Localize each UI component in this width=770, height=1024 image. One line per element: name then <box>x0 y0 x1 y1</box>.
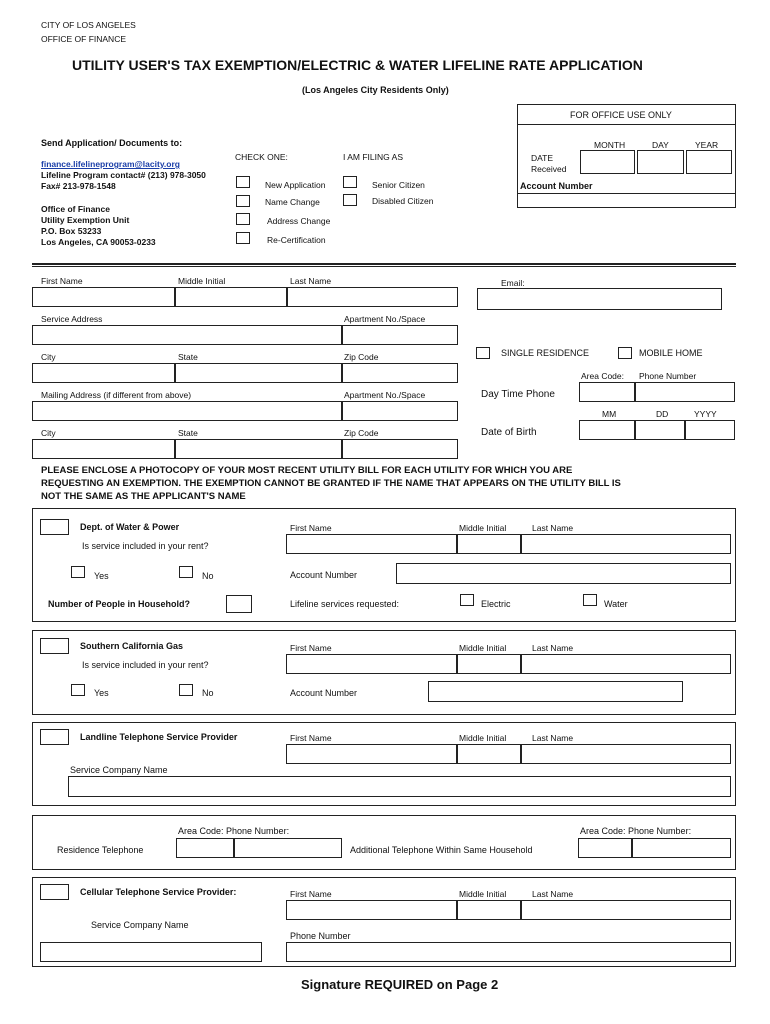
gas-middle-initial-input[interactable] <box>457 654 521 674</box>
landline-company-input[interactable] <box>68 776 731 797</box>
gas-title: Southern California Gas <box>80 641 184 651</box>
state-label: State <box>178 352 198 362</box>
notice-line-1: PLEASE ENCLOSE A PHOTOCOPY OF YOUR MOST RECENT UTILITY BILL FOR EACH UTILITY FOR WHICH YOU ARE <box>41 465 573 476</box>
state-input[interactable] <box>175 363 342 383</box>
dob-month-input[interactable] <box>579 420 635 440</box>
landline-first-name-input[interactable] <box>286 744 457 764</box>
address-line-1: Office of Finance <box>41 204 110 214</box>
check-one-label: CHECK ONE: <box>235 152 288 162</box>
cellular-last-name-input[interactable] <box>521 900 731 920</box>
day-phone-number-input[interactable] <box>635 382 735 402</box>
dwp-no-checkbox[interactable] <box>179 566 193 578</box>
landline-first-name-label: First Name <box>290 733 332 743</box>
zip-label: Zip Code <box>344 352 379 362</box>
dwp-first-name-label: First Name <box>290 523 332 533</box>
disabled-citizen-checkbox[interactable] <box>343 194 357 206</box>
gas-no-label: No <box>202 688 214 698</box>
mailing-state-label: State <box>178 428 198 438</box>
cellular-title: Cellular Telephone Service Provider: <box>80 887 237 897</box>
email-label: Email: <box>501 278 525 288</box>
office-year-input[interactable] <box>686 150 732 174</box>
filing-as-label: I AM FILING AS <box>343 152 403 162</box>
account-number-label: Account Number <box>520 181 593 191</box>
email-link[interactable]: finance.lifelineprogram@lacity.org <box>41 159 180 169</box>
service-address-input[interactable] <box>32 325 342 345</box>
lifeline-contact: Lifeline Program contact# (213) 978-3050 <box>41 170 206 180</box>
city-label: City <box>41 352 56 362</box>
address-change-label: Address Change <box>267 216 331 226</box>
landline-middle-initial-label: Middle Initial <box>459 733 507 743</box>
gas-yes-checkbox[interactable] <box>71 684 85 696</box>
water-label: Water <box>604 599 628 609</box>
dwp-first-name-input[interactable] <box>286 534 457 554</box>
address-line-3: P.O. Box 53233 <box>41 226 102 236</box>
gas-last-name-input[interactable] <box>521 654 731 674</box>
notice-line-2: REQUESTING AN EXEMPTION. THE EXEMPTION CANNOT BE GRANTED IF THE NAME THAT APPEARS ON THE UTILITY BILL IS <box>41 478 621 489</box>
cellular-phone-number-input[interactable] <box>286 942 731 962</box>
page-subtitle: (Los Angeles City Residents Only) <box>302 85 449 95</box>
dwp-last-name-label: Last Name <box>532 523 574 533</box>
re-certification-checkbox[interactable] <box>236 232 250 244</box>
household-input[interactable] <box>226 595 252 613</box>
address-line-4: Los Angeles, CA 90053-0233 <box>41 237 156 247</box>
gas-no-checkbox[interactable] <box>179 684 193 696</box>
mailing-zip-input[interactable] <box>342 439 458 459</box>
yyyy-label: YYYY <box>694 409 717 419</box>
additional-area-phone-label: Area Code: Phone Number: <box>580 826 692 836</box>
month-label: MONTH <box>594 140 626 150</box>
landline-company-label: Service Company Name <box>70 765 168 775</box>
cellular-phone-number-label: Phone Number <box>290 931 351 941</box>
org-line-1: CITY OF LOS ANGELES <box>41 20 136 30</box>
residence-phone-number-input[interactable] <box>234 838 342 858</box>
send-to-heading: Send Application/ Documents to: <box>41 138 183 148</box>
mailing-state-input[interactable] <box>175 439 342 459</box>
email-input[interactable] <box>477 288 722 310</box>
gas-checkbox[interactable] <box>40 638 69 654</box>
gas-account-number-input[interactable] <box>428 681 683 702</box>
landline-last-name-label: Last Name <box>532 733 574 743</box>
landline-title: Landline Telephone Service Provider <box>80 732 238 742</box>
page-title: UTILITY USER'S TAX EXEMPTION/ELECTRIC & WATER LIFELINE RATE APPLICATION <box>72 57 643 73</box>
household-label: Number of People in Household? <box>48 599 191 609</box>
service-address-label: Service Address <box>41 314 103 324</box>
dob-day-input[interactable] <box>635 420 685 440</box>
electric-label: Electric <box>481 599 511 609</box>
mobile-home-checkbox[interactable] <box>618 347 632 359</box>
landline-last-name-input[interactable] <box>521 744 731 764</box>
water-checkbox[interactable] <box>583 594 597 606</box>
residence-area-phone-label: Area Code: Phone Number: <box>178 826 290 836</box>
gas-rent-question: Is service included in your rent? <box>82 660 209 670</box>
dwp-last-name-input[interactable] <box>521 534 731 554</box>
dwp-title: Dept. of Water & Power <box>80 522 180 532</box>
dwp-yes-checkbox[interactable] <box>71 566 85 578</box>
new-application-checkbox[interactable] <box>236 176 250 188</box>
cellular-last-name-label: Last Name <box>532 889 574 899</box>
day-phone-area-input[interactable] <box>579 382 635 402</box>
single-residence-checkbox[interactable] <box>476 347 490 359</box>
first-name-input[interactable] <box>32 287 175 307</box>
mobile-home-label: MOBILE HOME <box>639 348 703 358</box>
dob-year-input[interactable] <box>685 420 735 440</box>
dwp-yes-label: Yes <box>94 571 109 581</box>
mailing-address-label: Mailing Address (if different from above) <box>41 390 192 400</box>
service-apartment-input[interactable] <box>342 325 458 345</box>
re-certification-label: Re-Certification <box>267 235 326 245</box>
residence-telephone-label: Residence Telephone <box>57 845 144 855</box>
address-change-checkbox[interactable] <box>236 213 250 225</box>
mailing-city-input[interactable] <box>32 439 175 459</box>
landline-checkbox[interactable] <box>40 729 69 745</box>
dwp-middle-initial-label: Middle Initial <box>459 523 507 533</box>
phone-number-label: Phone Number <box>639 371 697 381</box>
mailing-zip-label: Zip Code <box>344 428 379 438</box>
fax-number: Fax# 213-978-1548 <box>41 181 116 191</box>
mm-label: MM <box>602 409 617 419</box>
gas-account-number-label: Account Number <box>290 688 358 698</box>
landline-middle-initial-input[interactable] <box>457 744 521 764</box>
first-name-label: First Name <box>41 276 83 286</box>
dwp-checkbox[interactable] <box>40 519 69 535</box>
cellular-first-name-label: First Name <box>290 889 332 899</box>
year-label: YEAR <box>695 140 719 150</box>
area-code-label: Area Code: <box>581 371 624 381</box>
mailing-apartment-label: Apartment No./Space <box>344 390 426 400</box>
cellular-company-label: Service Company Name <box>91 920 189 930</box>
additional-telephone-label: Additional Telephone Within Same Household <box>350 845 533 855</box>
single-residence-label: SINGLE RESIDENCE <box>501 348 590 358</box>
city-input[interactable] <box>32 363 175 383</box>
cellular-middle-initial-input[interactable] <box>457 900 521 920</box>
electric-checkbox[interactable] <box>460 594 474 606</box>
gas-yes-label: Yes <box>94 688 109 698</box>
additional-phone-number-input[interactable] <box>632 838 731 858</box>
additional-area-code-input[interactable] <box>578 838 632 858</box>
zip-input[interactable] <box>342 363 458 383</box>
day-time-phone-label: Day Time Phone <box>481 389 555 400</box>
new-application-label: New Application <box>265 180 326 190</box>
office-month-input[interactable] <box>580 150 635 174</box>
dwp-account-number-label: Account Number <box>290 570 358 580</box>
mailing-address-input[interactable] <box>32 401 342 421</box>
mailing-apartment-input[interactable] <box>342 401 458 421</box>
disabled-citizen-label: Disabled Citizen <box>372 196 434 206</box>
name-change-checkbox[interactable] <box>236 195 250 207</box>
date-label: DATE <box>531 153 554 163</box>
dd-label: DD <box>656 409 669 419</box>
senior-citizen-checkbox[interactable] <box>343 176 357 188</box>
dwp-middle-initial-input[interactable] <box>457 534 521 554</box>
last-name-label: Last Name <box>290 276 332 286</box>
residence-area-code-input[interactable] <box>176 838 234 858</box>
office-day-input[interactable] <box>637 150 684 174</box>
dwp-account-number-input[interactable] <box>396 563 731 584</box>
gas-last-name-label: Last Name <box>532 643 574 653</box>
last-name-input[interactable] <box>287 287 458 307</box>
mailing-city-label: City <box>41 428 56 438</box>
org-line-2: OFFICE OF FINANCE <box>41 34 126 44</box>
gas-first-name-label: First Name <box>290 643 332 653</box>
office-use-title: FOR OFFICE USE ONLY <box>570 110 672 120</box>
cellular-company-input[interactable] <box>40 942 262 962</box>
cellular-middle-initial-label: Middle Initial <box>459 889 507 899</box>
dwp-no-label: No <box>202 571 214 581</box>
senior-citizen-label: Senior Citizen <box>372 180 425 190</box>
date-of-birth-label: Date of Birth <box>481 427 537 438</box>
middle-initial-input[interactable] <box>175 287 287 307</box>
notice-line-3: NOT THE SAME AS THE APPLICANT'S NAME <box>41 491 246 502</box>
middle-initial-label: Middle Initial <box>178 276 226 286</box>
apartment-label: Apartment No./Space <box>344 314 426 324</box>
dwp-rent-question: Is service included in your rent? <box>82 541 209 551</box>
signature-required-note: Signature REQUIRED on Page 2 <box>301 977 499 992</box>
day-label: DAY <box>652 140 669 150</box>
received-label: Received <box>531 164 567 174</box>
name-change-label: Name Change <box>265 197 320 207</box>
cellular-first-name-input[interactable] <box>286 900 457 920</box>
lifeline-requested-label: Lifeline services requested: <box>290 599 400 609</box>
gas-middle-initial-label: Middle Initial <box>459 643 507 653</box>
gas-first-name-input[interactable] <box>286 654 457 674</box>
address-line-2: Utility Exemption Unit <box>41 215 130 225</box>
cellular-checkbox[interactable] <box>40 884 69 900</box>
